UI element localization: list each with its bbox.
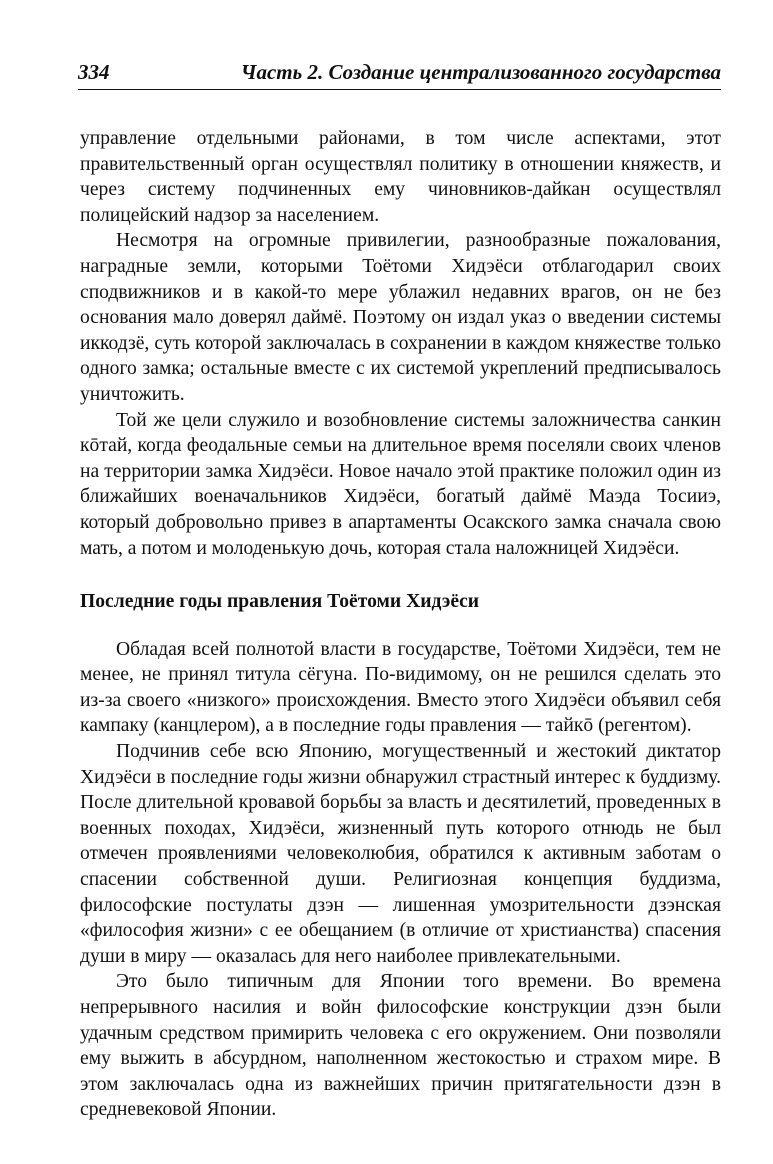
paragraph: Обладая всей полнотой власти в государстве, Тоётоми Хидэёси, тем не менее, не принял титула сёгуна. По-видимому, он не решился сделать это из-за своего «низкого» происхождения. Вместо этого Хидэёси объявил себя кампаку (канцлером), а в последние годы правления — тайкō (регентом). [80,638,721,737]
page-number: 334 [78,60,110,84]
paragraph: управление отдельными районами, в том числе аспектами, этот правительственный орган осуществлял политику в отношении княжеств, и через систему подчиненных ему чиновников-дайкан осуществлял полицейский надзор за населением. [80,128,721,226]
running-header [78,58,721,90]
paragraph: Той же цели служило и возобновление системы заложничества санкин кōтай, когда феодальные семьи на длительное время поселяли своих членов на территории замка Хидэёси. Новое начало этой практике положил один из ближайших военачальников Хидэёси, богатый даймё Маэда Тосииэ, который добровольно привез в апартаменты Осакского замка сначала свою мать, а потом и молоденькую дочь, которая стала наложницей Хидэёси. [80,409,721,559]
section-heading: Последние годы правления Тоётоми Хидэёси [80,591,480,613]
paragraph: Несмотря на огромные привилегии, разнообразные пожалования, наградные земли, которыми Тоётоми Хидэёси отблагодарил своих сподвижников и в какой-то мере ублажил недавних врагов, он не без основания мало доверял даймё. Поэтому он издал указ о введении системы иккодзё, суть которой заключалась в сохранении в каждом княжестве только одного замка; остальные вместе с их системой укреплений предписывалось уничтожить. [80,230,721,405]
paragraph: Подчинив себе всю Японию, могущественный и жестокий диктатор Хидэёси в последние годы жизни обнаружил страстный интерес к буддизму. После длительной кровавой борьбы за власть и десятилетий, проведенных в военных походах, Хидэёси, жизненный путь которого отнюдь не был отмечен проявлениями человеколюбия, обратился к активным заботам о спасении собственной души. Религиозная концепция буддизма, философские постулаты дзэн — лишенная умозрительности дзэнская «философия жизни» с ее обещанием (в отличие от христианства) спасения души в миру — оказалась для него наиболее привлекательными. [80,741,721,967]
body-text [80,126,721,1123]
paragraph: Это было типичным для Японии того времени. Во времена непрерывного насилия и войн философские конструкции дзэн были удачным средством примирить человека с его окружением. Они позволяли ему выжить в абсурдном, наполненном жестокостью и страхом мире. В этом заключалась одна из важнейших причин притягательности дзэн в средневековой Японии. [80,971,721,1121]
running-title: Часть 2. Создание централизованного государства [240,60,721,84]
